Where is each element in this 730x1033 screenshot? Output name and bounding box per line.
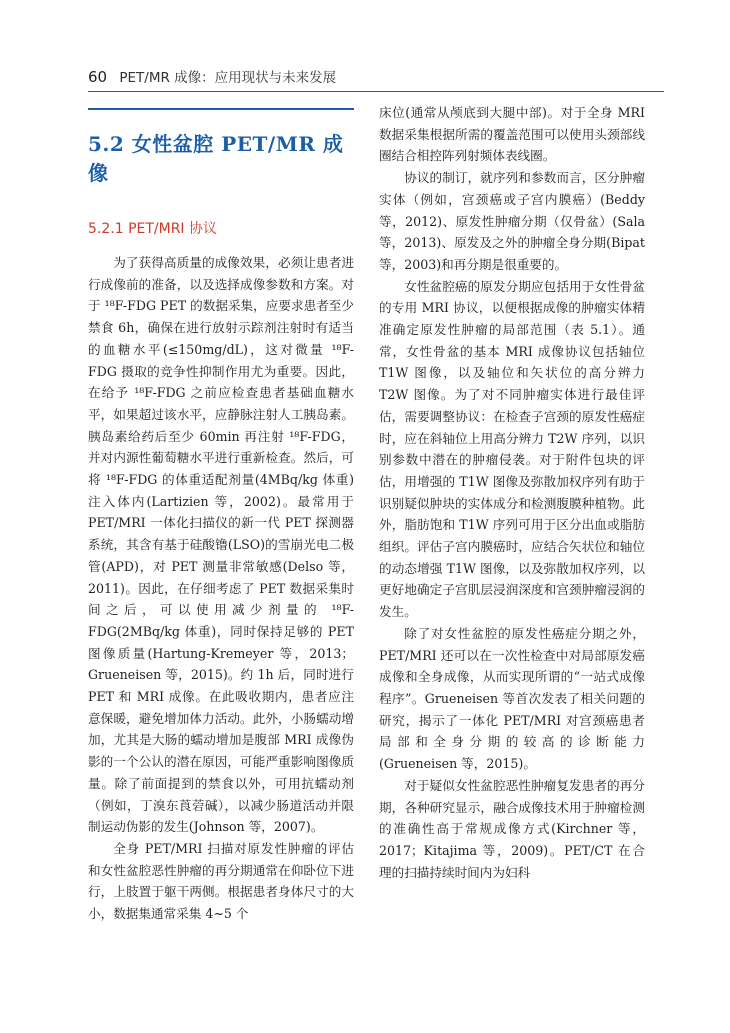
section-title: 5.2 女性盆腔 PET/MR 成像: [88, 132, 344, 185]
paragraph: 除了对女性盆腔的原发性癌症分期之外，PET/MRI 还可以在一次性检查中对局部原发癌成像和全身成像，从而实现所谓的“一站式成像程序”。Grueneisen 等首次发表了相关问题的研究，揭示了一体化 PET/MRI 对宫颈癌患者局部和全身分期的较高的诊断能力(Grueneisen 等，2015)。: [379, 625, 645, 772]
subsection-title: 5.2.1 PET/MRI 协议: [88, 221, 218, 237]
paragraph: 协议的制订，就序列和参数而言，区分肿瘤实体（例如，宫颈癌或子宫内膜癌）(Beddy 等，2012)、原发性肿瘤分期（仅骨盆）(Sala 等，2013)、原发及之外的肿瘤全身分期(Bipat 等，2003)和再分期是很重要的。: [379, 170, 645, 272]
running-title: PET/MR 成像：应用现状与未来发展: [119, 70, 337, 86]
header-rule: [88, 91, 664, 92]
right-column: [379, 102, 645, 883]
paragraph: 为了获得高质量的成像效果，必须让患者进行成像前的准备，以及选择成像参数和方案。对于 ¹⁸F-FDG PET 的数据采集，应要求患者至少禁食 6h，确保在进行放射示踪剂注射时有适当的血糖水平(≤150mg/dL)，这对微量 ¹⁸F-FDG 摄取的竞争性抑制作用尤为重要。因此，在给予 ¹⁸F-FDG 之前应检查患者基础血糖水平，如果超过该水平，应静脉注射人工胰岛素。胰岛素给药后至少 60min 再注射 ¹⁸F-FDG，并对内源性葡萄糖水平进行重新检查。然后，可将 ¹⁸F-FDG 的体重适配剂量(4MBq/kg 体重)注入体内(Lartizien 等，2002)。最常用于 PET/MRI 一体化扫描仪的新一代 PET 探测器系统，其含有基于硅酸镥(LSO)的雪崩光电二极管(APD)，对 PET 测量非常敏感(Delso 等，2011)。因此，在仔细考虑了 PET 数据采集时间之后，可以使用减少剂量的 ¹⁸F-FDG(2MBq/kg 体重)，同时保持足够的 PET 图像质量(Hartung-Kremeyer 等，2013；Grueneisen 等，2015)。约 1h 后，同时进行 PET 和 MRI 成像。在此吸收期内，患者应注意保暖，避免增加体力活动。此外，小肠蠕动增加，尤其是大肠的蠕动增加是腹部 MRI 成像伪影的一个公认的潜在原因，可能严重影响图像质量。除了前面提到的禁食以外，可用抗蠕动剂（例如，丁溴东莨菪碱），以减少肠道活动并限制运动伪影的发生(Johnson 等，2007)。: [88, 255, 354, 835]
paragraph: 女性盆腔癌的原发分期应包括用于女性骨盆的专用 MRI 协议，以便根据成像的肿瘤实体精准确定原发性肿瘤的局部范围（表 5.1）。通常，女性骨盆的基本 MRI 成像协议包括轴位 T1W 图像，以及轴位和矢状位的高分辨力 T2W 图像。为了对不同肿瘤实体进行最佳评估，需要调整协议：在检查子宫颈的原发性癌症时，应在斜轴位上用高分辨力 T2W 序列，以识别参数中潜在的肿瘤侵袭。对于附件包块的评估，用增强的 T1W 图像及弥散加权序列有助于识别疑似肿块的实体成分和检测腹膜种植物。此外，脂肪饱和 T1W 序列可用于区分出血或脂肪组织。评估子宫内膜癌时，应结合矢状位和轴位的动态增强 T1W 图像，以及弥散加权序列，以更好地确定子宫肌层浸润深度和宫颈肿瘤浸润的发生。: [379, 278, 645, 620]
paragraph: 对于疑似女性盆腔恶性肿瘤复发患者的再分期，各种研究显示，融合成像技术用于肿瘤检测的准确性高于常规成像方式(Kirchner 等，2017；Kitajima 等，2009)。PET/CT 在合理的扫描持续时间内为妇科: [379, 777, 645, 880]
section-rule: [88, 108, 354, 110]
left-column: [88, 104, 354, 925]
paragraph: 全身 PET/MRI 扫描对原发性肿瘤的评估和女性盆腔恶性肿瘤的再分期通常在仰卧位下进行，上肢置于躯干两侧。根据患者身体尺寸的大小，数据集通常采集 4~5 个: [88, 840, 354, 922]
paragraph: 床位(通常从颅底到大腿中部)。对于全身 MRI 数据采集根据所需的覆盖范围可以使用头颈部线圈结合相控阵列射频体表线圈。: [379, 105, 645, 164]
page-header: [88, 66, 663, 86]
page-number: 60: [88, 68, 108, 86]
